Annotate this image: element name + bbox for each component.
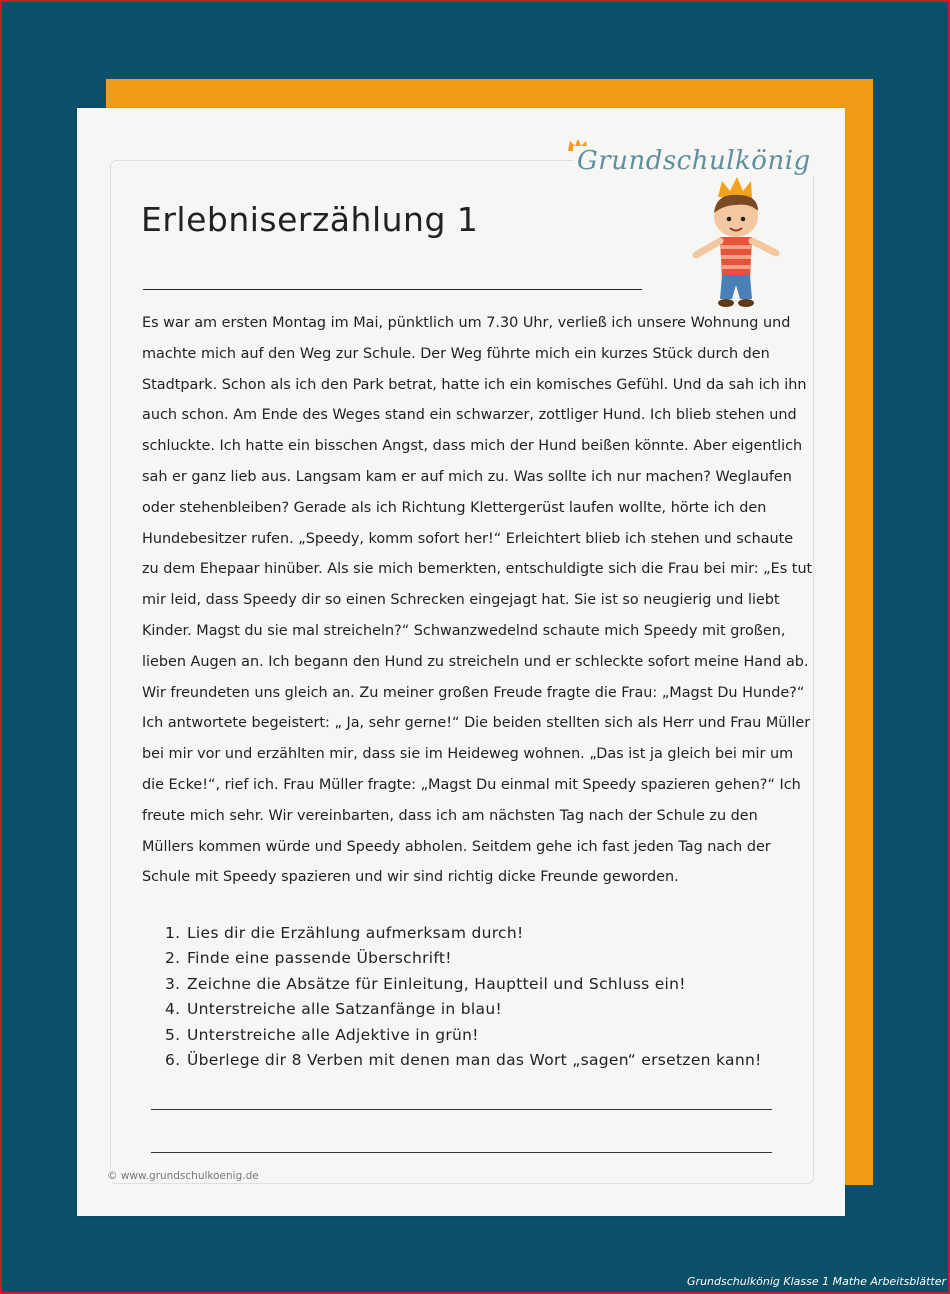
task-text: Finde eine passende Überschrift! [187,949,452,968]
page-title: Erlebniserzählung 1 [141,200,479,239]
task-text: Zeichne die Absätze für Einleitung, Hauptteil und Schluss ein! [187,974,686,993]
story-line: die Ecke!“, rief ich. Frau Müller fragte: „Magst Du einmal mit Speedy spazieren gehen?“ Ich [142,776,801,793]
story-line: Es war am ersten Montag im Mai, pünktlich um 7.30 Uhr, verließ ich unsere Wohnung und [142,315,791,331]
kid-king-illustration [690,175,780,315]
task-item [165,921,762,946]
task-item [165,997,762,1022]
task-text: Unterstreiche alle Adjektive in grün! [187,1025,479,1044]
story-line: machte mich auf den Weg zur Schule. Der Weg führte mich ein kurzes Stück durch den [142,345,770,362]
task-text: Überlege dir 8 Verben mit denen man das Wort „sagen“ ersetzen kann! [187,1051,762,1070]
story-line: Ich antwortete begeistert: „ Ja, sehr gerne!“ Die beiden stellten sich als Herr und Frau Müller [142,715,811,732]
story-line: Stadtpark. Schon als ich den Park betrat, hatte ich ein komisches Gefühl. Und da sah ich ihn [142,376,807,393]
footer-url: © www.grundschulkoenig.de [107,1170,265,1182]
story-line: Hundebesitzer rufen. „Speedy, komm sofort her!“ Erleichtert blieb ich stehen und schaute [142,530,794,547]
story-line: Wir freundeten uns gleich an. Zu meiner großen Freude fragte die Frau: „Magst Du Hunde?“ [142,684,805,701]
title-underline [143,289,642,290]
task-item [165,946,762,971]
story-line: sah er ganz lieb aus. Langsam kam er auf mich zu. Was sollte ich nur machen? Weglaufen [142,468,792,485]
task-list [165,921,762,1073]
task-item [165,1048,762,1073]
story-line: Kinder. Magst du sie mal streicheln?“ Schwanzwedelnd schaute mich Speedy mit großen, [142,622,786,639]
task-number: 6. [165,1051,181,1070]
story-line: lieben Augen an. Ich begann den Hund zu streicheln und er schleckte sofort meine Hand ab. [142,653,809,670]
task-text: Unterstreiche alle Satzanfänge in blau! [187,1000,502,1019]
image-caption: Grundschulkönig Klasse 1 Mathe Arbeitsblätter [687,1275,946,1288]
story-line: mir leid, dass Speedy dir so einen Schrecken eingejagt hat. Sie ist so neugierig und liebt [142,592,780,609]
story-line: Schule mit Speedy spazieren und wir sind richtig dicke Freunde geworden. [142,869,679,886]
story-line: oder stehenbleiben? Gerade als ich Richtung Klettergerüst laufen wollte, hörte ich den [142,499,767,516]
task-text: Lies dir die Erzählung aufmerksam durch! [187,924,524,942]
task-number: 2. [165,949,181,968]
story-line: Müllers kommen würde und Speedy abholen. Seitdem gehe ich fast jeden Tag nach der [142,838,771,855]
story-text [142,308,813,893]
story-line: bei mir vor und erzählten mir, dass sie im Heideweg wohnen. „Das ist ja gleich bei mir um [142,746,794,763]
answer-line-1 [151,1109,772,1110]
task-number: 1. [165,924,181,942]
story-line: auch schon. Am Ende des Weges stand ein schwarzer, zottliger Hund. Ich blieb stehen und [142,407,797,424]
task-number: 3. [165,974,181,993]
task-number: 4. [165,1000,181,1019]
task-number: 5. [165,1025,181,1044]
story-line: zu dem Ehepaar hinüber. Als sie mich bemerkten, entschuldigte sich die Frau bei mir: „Es tut [142,561,813,578]
brand-logo: Grundschulkönig [573,146,815,176]
story-line: schluckte. Ich hatte ein bisschen Angst, dass mich der Hund beißen könnte. Aber eigentlich [142,438,803,455]
task-item [165,1023,762,1048]
story-line: freute mich sehr. Wir vereinbarten, dass ich am nächsten Tag nach der Schule zu den [142,807,758,824]
answer-line-2 [151,1152,772,1153]
task-item [165,972,762,997]
